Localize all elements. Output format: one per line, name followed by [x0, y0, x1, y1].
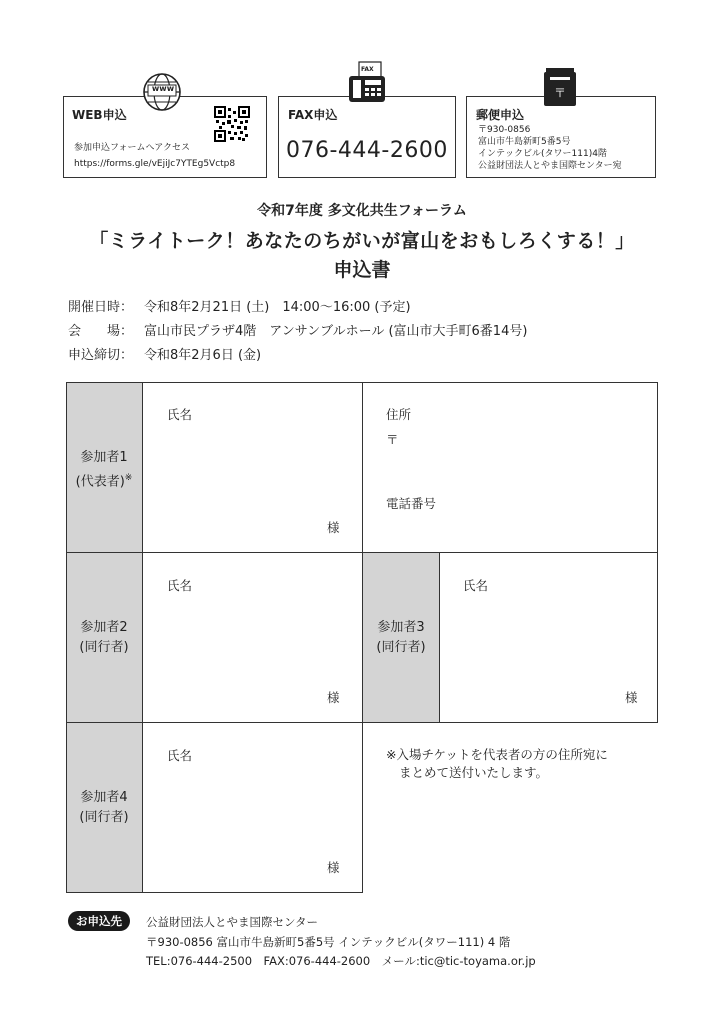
- event-date-row: [68, 296, 411, 315]
- participant4-role: (同行者): [79, 810, 129, 825]
- deadline-row: [68, 344, 261, 363]
- forum-subheading: 令和7年度 多文化共生フォーラム: [257, 203, 467, 219]
- participant2-name-label: 氏名: [167, 578, 193, 593]
- postal-address-line2: インテックビル(タワー111)4階: [478, 149, 607, 159]
- event-date-label: 開催日時：: [68, 300, 134, 315]
- participant2-sama: 様: [327, 690, 340, 705]
- event-venue-label: 会 場：: [68, 324, 134, 339]
- mailbox-icon: [542, 66, 578, 110]
- qr-code-icon[interactable]: [214, 106, 250, 142]
- event-date-value: 令和8年2月21日 (土) 14:00～16:00 (予定): [144, 300, 411, 315]
- web-application-url[interactable]: https://forms.gle/vEjiJc7YTEg5Vctp8: [74, 159, 236, 169]
- web-application-instruction: 参加申込フォームへアクセス: [74, 143, 191, 153]
- form-title: 申込書: [333, 259, 391, 281]
- phone-number-input[interactable]: [386, 514, 648, 544]
- participant1-number: 参加者1: [80, 450, 128, 465]
- participant1-role: (代表者)※: [75, 473, 133, 490]
- participant4-name-label: 氏名: [167, 748, 193, 763]
- ticket-note-line1: ※入場チケットを代表者の方の住所宛に: [386, 747, 608, 762]
- fax-application-number: 076-444-2600: [286, 138, 448, 163]
- deadline-value: 令和8年2月6日 (金): [144, 348, 262, 363]
- postal-postcode: 〒930-0856: [478, 125, 531, 135]
- event-venue-value: 富山市民プラザ4階 アンサンブルホール (富山市大手町6番14号): [144, 324, 528, 339]
- contact-phone-fax-email[interactable]: TEL:076-444-2500 FAX:076-444-2600 メール:tic@tic-toyama.or.jp: [146, 954, 536, 968]
- address-label: 住所: [386, 407, 412, 422]
- participant2-name-input[interactable]: [150, 598, 350, 684]
- contact-organization: 公益財団法人とやま国際センター: [146, 915, 319, 929]
- participant3-name-input[interactable]: [447, 598, 647, 684]
- participant3-role: (同行者): [376, 640, 426, 655]
- forum-title: 「ミライトーク！あなたのちがいが富山をおもしろくする！」: [89, 230, 635, 252]
- fax-icon-label: FAX: [361, 66, 374, 73]
- postal-address-line1: 富山市牛島新町5番5号: [478, 137, 571, 147]
- phone-number-label: 電話番号: [386, 496, 437, 511]
- participant1-label: [66, 448, 142, 492]
- participant1-note-mark: ※: [124, 473, 133, 483]
- participant2-role: (同行者): [79, 640, 129, 655]
- deadline-label: 申込締切：: [68, 348, 134, 363]
- web-application-title: WEB申込: [72, 108, 127, 122]
- fax-application-title: FAX申込: [288, 108, 338, 122]
- contact-badge: お申込先: [68, 911, 130, 931]
- address-input[interactable]: [404, 428, 649, 478]
- postal-application-title: 郵便申込: [476, 108, 525, 122]
- table-p3-label-divider: [439, 552, 440, 722]
- postal-code-mark: 〒: [386, 432, 399, 447]
- postal-recipient: 公益財団法人とやま国際センター宛: [478, 161, 622, 171]
- table-label-divider: [142, 382, 143, 893]
- globe-www-label: www: [151, 84, 175, 93]
- participant4-number: 参加者4: [80, 790, 128, 805]
- participant3-label: [363, 618, 439, 658]
- participant3-number: 参加者3: [377, 620, 425, 635]
- ticket-note-line2: まとめて送付いたします。: [399, 765, 549, 780]
- participant1-sama: 様: [327, 520, 340, 535]
- event-venue-row: [68, 320, 527, 339]
- participant3-sama: 様: [625, 690, 638, 705]
- ticket-note: [386, 746, 608, 782]
- participant1-name-label: 氏名: [167, 407, 193, 422]
- contact-address: 〒930-0856 富山市牛島新町5番5号 インテックビル(タワー111) 4 階: [146, 935, 511, 949]
- table-border-right: [657, 382, 658, 723]
- svg-text:〒: 〒: [553, 86, 567, 100]
- participant4-sama: 様: [327, 860, 340, 875]
- participant3-name-label: 氏名: [463, 578, 489, 593]
- participant2-number: 参加者2: [80, 620, 128, 635]
- participant4-name-input[interactable]: [150, 768, 350, 854]
- participant4-label: [66, 788, 142, 828]
- table-border-bottom: [66, 892, 363, 893]
- participant2-label: [66, 618, 142, 658]
- participant1-name-input[interactable]: [150, 428, 350, 514]
